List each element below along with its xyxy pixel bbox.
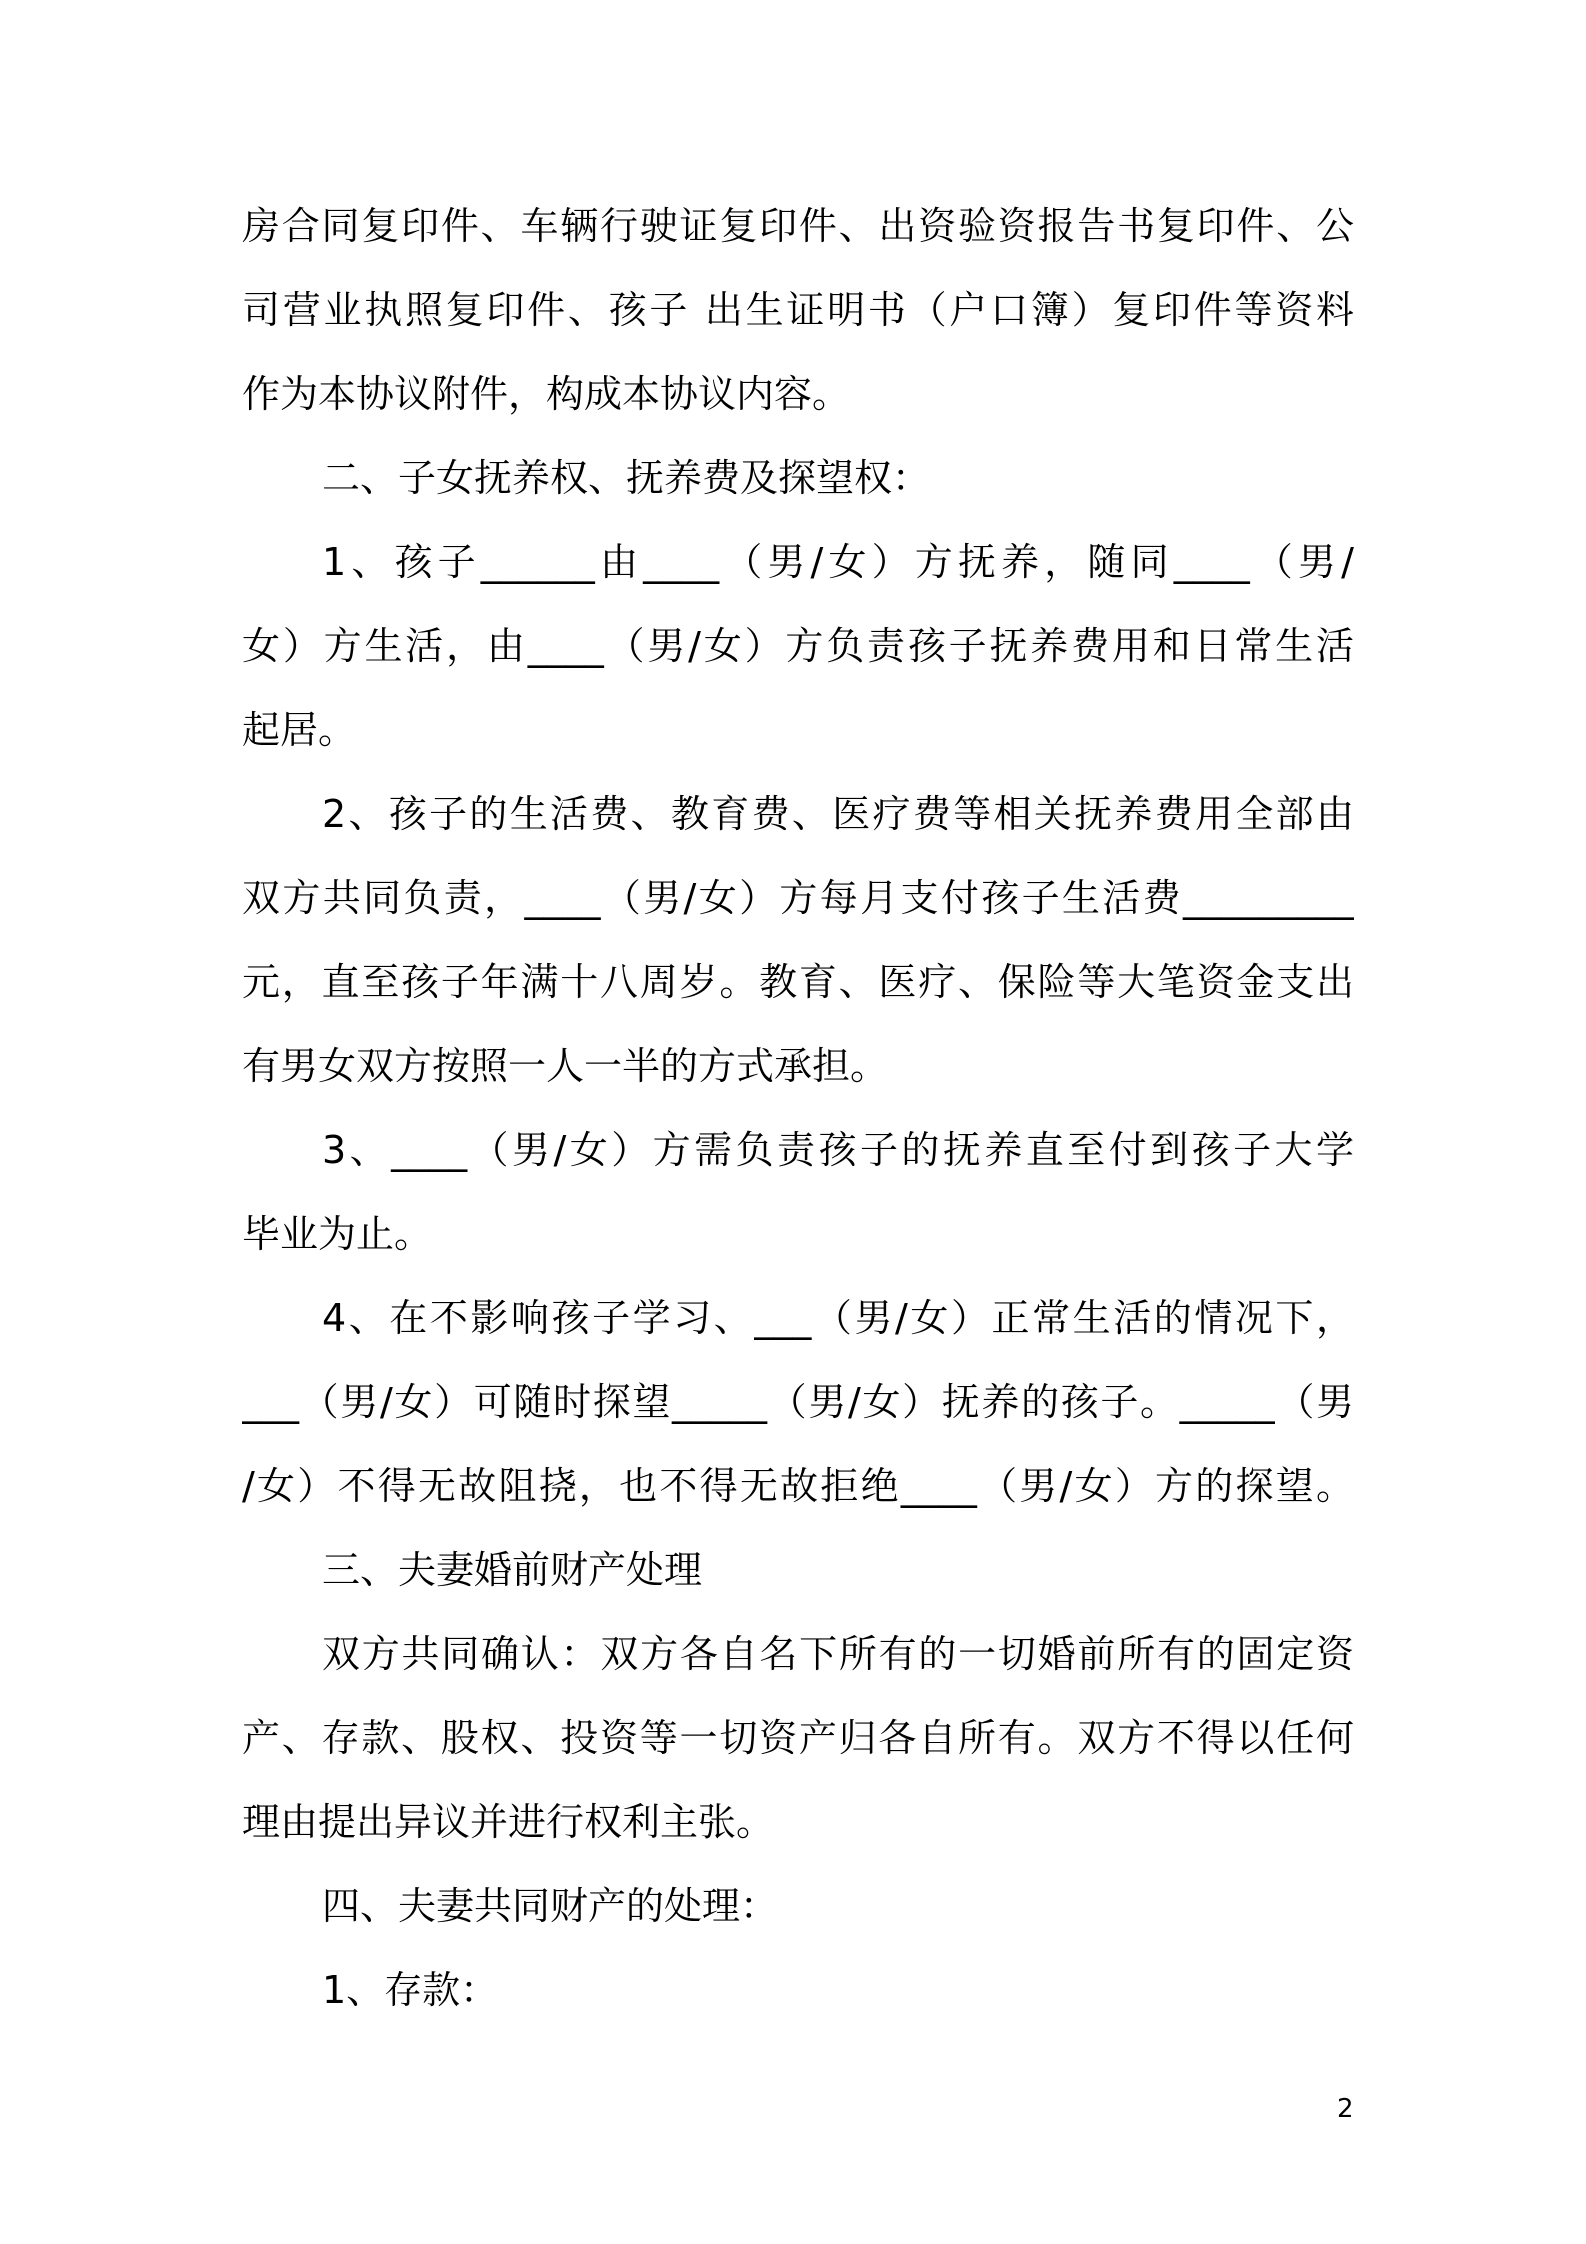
paragraph-line: 2、孩子的生活费、教育费、医疗费等相关抚养费用全部由: [322, 792, 1354, 836]
paragraph-line: 双方共同负责，____（男/女）方每月支付孩子生活费_________: [242, 876, 1354, 920]
paragraph-line: 毕业为止。: [242, 1212, 433, 1256]
paragraph-line: 产、存款、股权、投资等一切资产归各自所有。双方不得以任何: [242, 1716, 1354, 1760]
section-heading: 二、子女抚养权、抚养费及探望权：: [322, 456, 931, 500]
paragraph-line: 起居。: [242, 708, 357, 752]
paragraph-line: 3、____（男/女）方需负责孩子的抚养直至付到孩子大学: [322, 1128, 1354, 1172]
paragraph-line: 元，直至孩子年满十八周岁。教育、医疗、保险等大笔资金支出: [242, 960, 1354, 1004]
document-body: [242, 184, 1354, 2032]
paragraph-line: 作为本协议附件，构成本协议内容。: [242, 372, 851, 416]
paragraph-line: 有男女双方按照一人一半的方式承担。: [242, 1044, 889, 1088]
paragraph-line: ___（男/女）可随时探望_____（男/女）抚养的孩子。_____（男: [242, 1380, 1354, 1424]
paragraph-line: 理由提出异议并进行权利主张。: [242, 1800, 775, 1844]
paragraph-line: /女）不得无故阻挠，也不得无故拒绝____（男/女）方的探望。: [242, 1464, 1354, 1508]
paragraph-line: 双方共同确认：双方各自名下所有的一切婚前所有的固定资: [322, 1632, 1354, 1676]
paragraph-line: 司营业执照复印件、孩子 出生证明书（户口簿）复印件等资料: [242, 288, 1354, 332]
paragraph-line: 1、存款：: [322, 1968, 499, 2012]
paragraph-line: 1、孩子______由____（男/女）方抚养，随同____（男/: [322, 540, 1354, 584]
page-number: 2: [1337, 2094, 1354, 2124]
section-heading: 三、夫妻婚前财产处理: [322, 1548, 703, 1592]
section-heading: 四、夫妻共同财产的处理：: [322, 1884, 779, 1928]
paragraph-line: 4、在不影响孩子学习、___（男/女）正常生活的情况下，: [322, 1296, 1354, 1340]
paragraph-line: 女）方生活，由____（男/女）方负责孩子抚养费用和日常生活: [242, 624, 1354, 668]
paragraph-line: 房合同复印件、车辆行驶证复印件、出资验资报告书复印件、公: [242, 204, 1354, 248]
